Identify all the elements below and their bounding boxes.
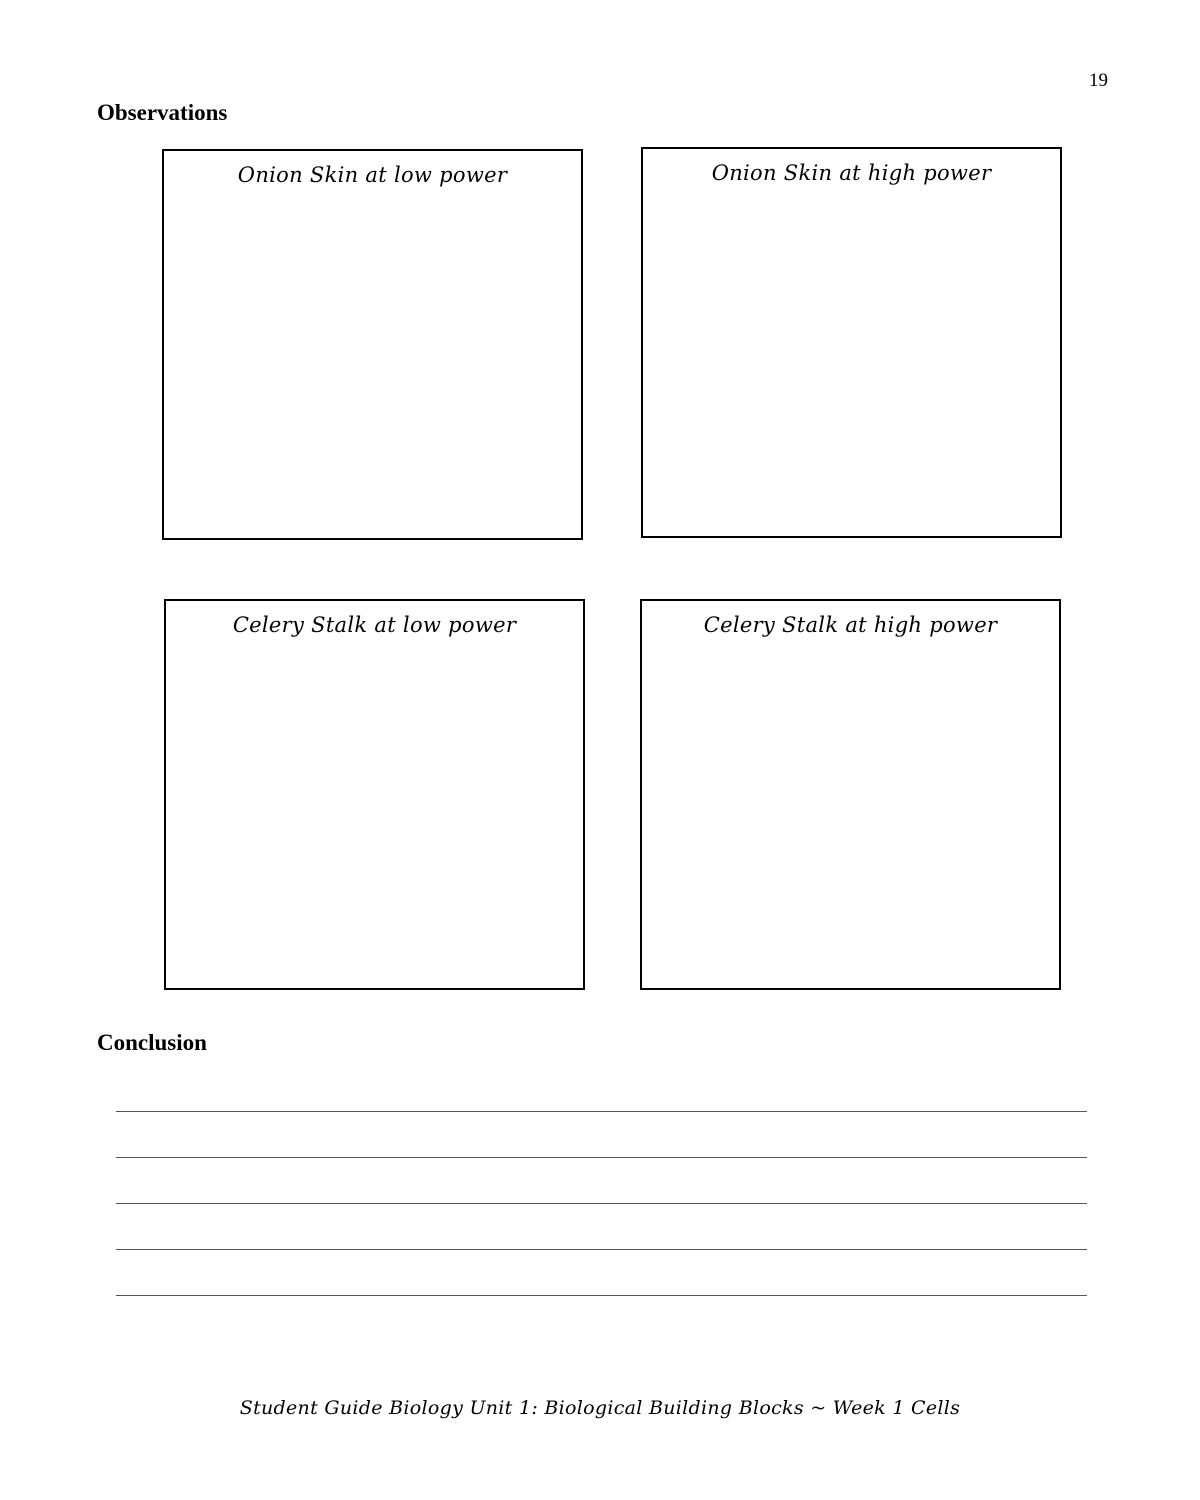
drawing-box-onion-high-power[interactable] (641, 147, 1062, 538)
drawing-box-label: Onion Skin at high power (711, 161, 992, 185)
drawing-box-onion-low-power[interactable] (162, 149, 583, 540)
conclusion-writing-line[interactable] (116, 1249, 1087, 1250)
conclusion-writing-line[interactable] (116, 1295, 1087, 1296)
drawing-box-celery-high-power[interactable] (640, 599, 1061, 990)
conclusion-writing-line[interactable] (116, 1157, 1087, 1158)
page-footer: Student Guide Biology Unit 1: Biological Building Blocks ~ Week 1 Cells (239, 1397, 961, 1419)
observations-heading: Observations (97, 100, 228, 125)
drawing-box-celery-low-power[interactable] (164, 599, 585, 990)
page-number: 19 (1089, 70, 1108, 91)
conclusion-heading: Conclusion (97, 1030, 207, 1055)
drawing-box-label: Celery Stalk at high power (703, 613, 998, 637)
conclusion-writing-line[interactable] (116, 1203, 1087, 1204)
conclusion-writing-line[interactable] (116, 1111, 1087, 1112)
drawing-box-label: Onion Skin at low power (237, 163, 508, 187)
drawing-box-label: Celery Stalk at low power (232, 613, 517, 637)
